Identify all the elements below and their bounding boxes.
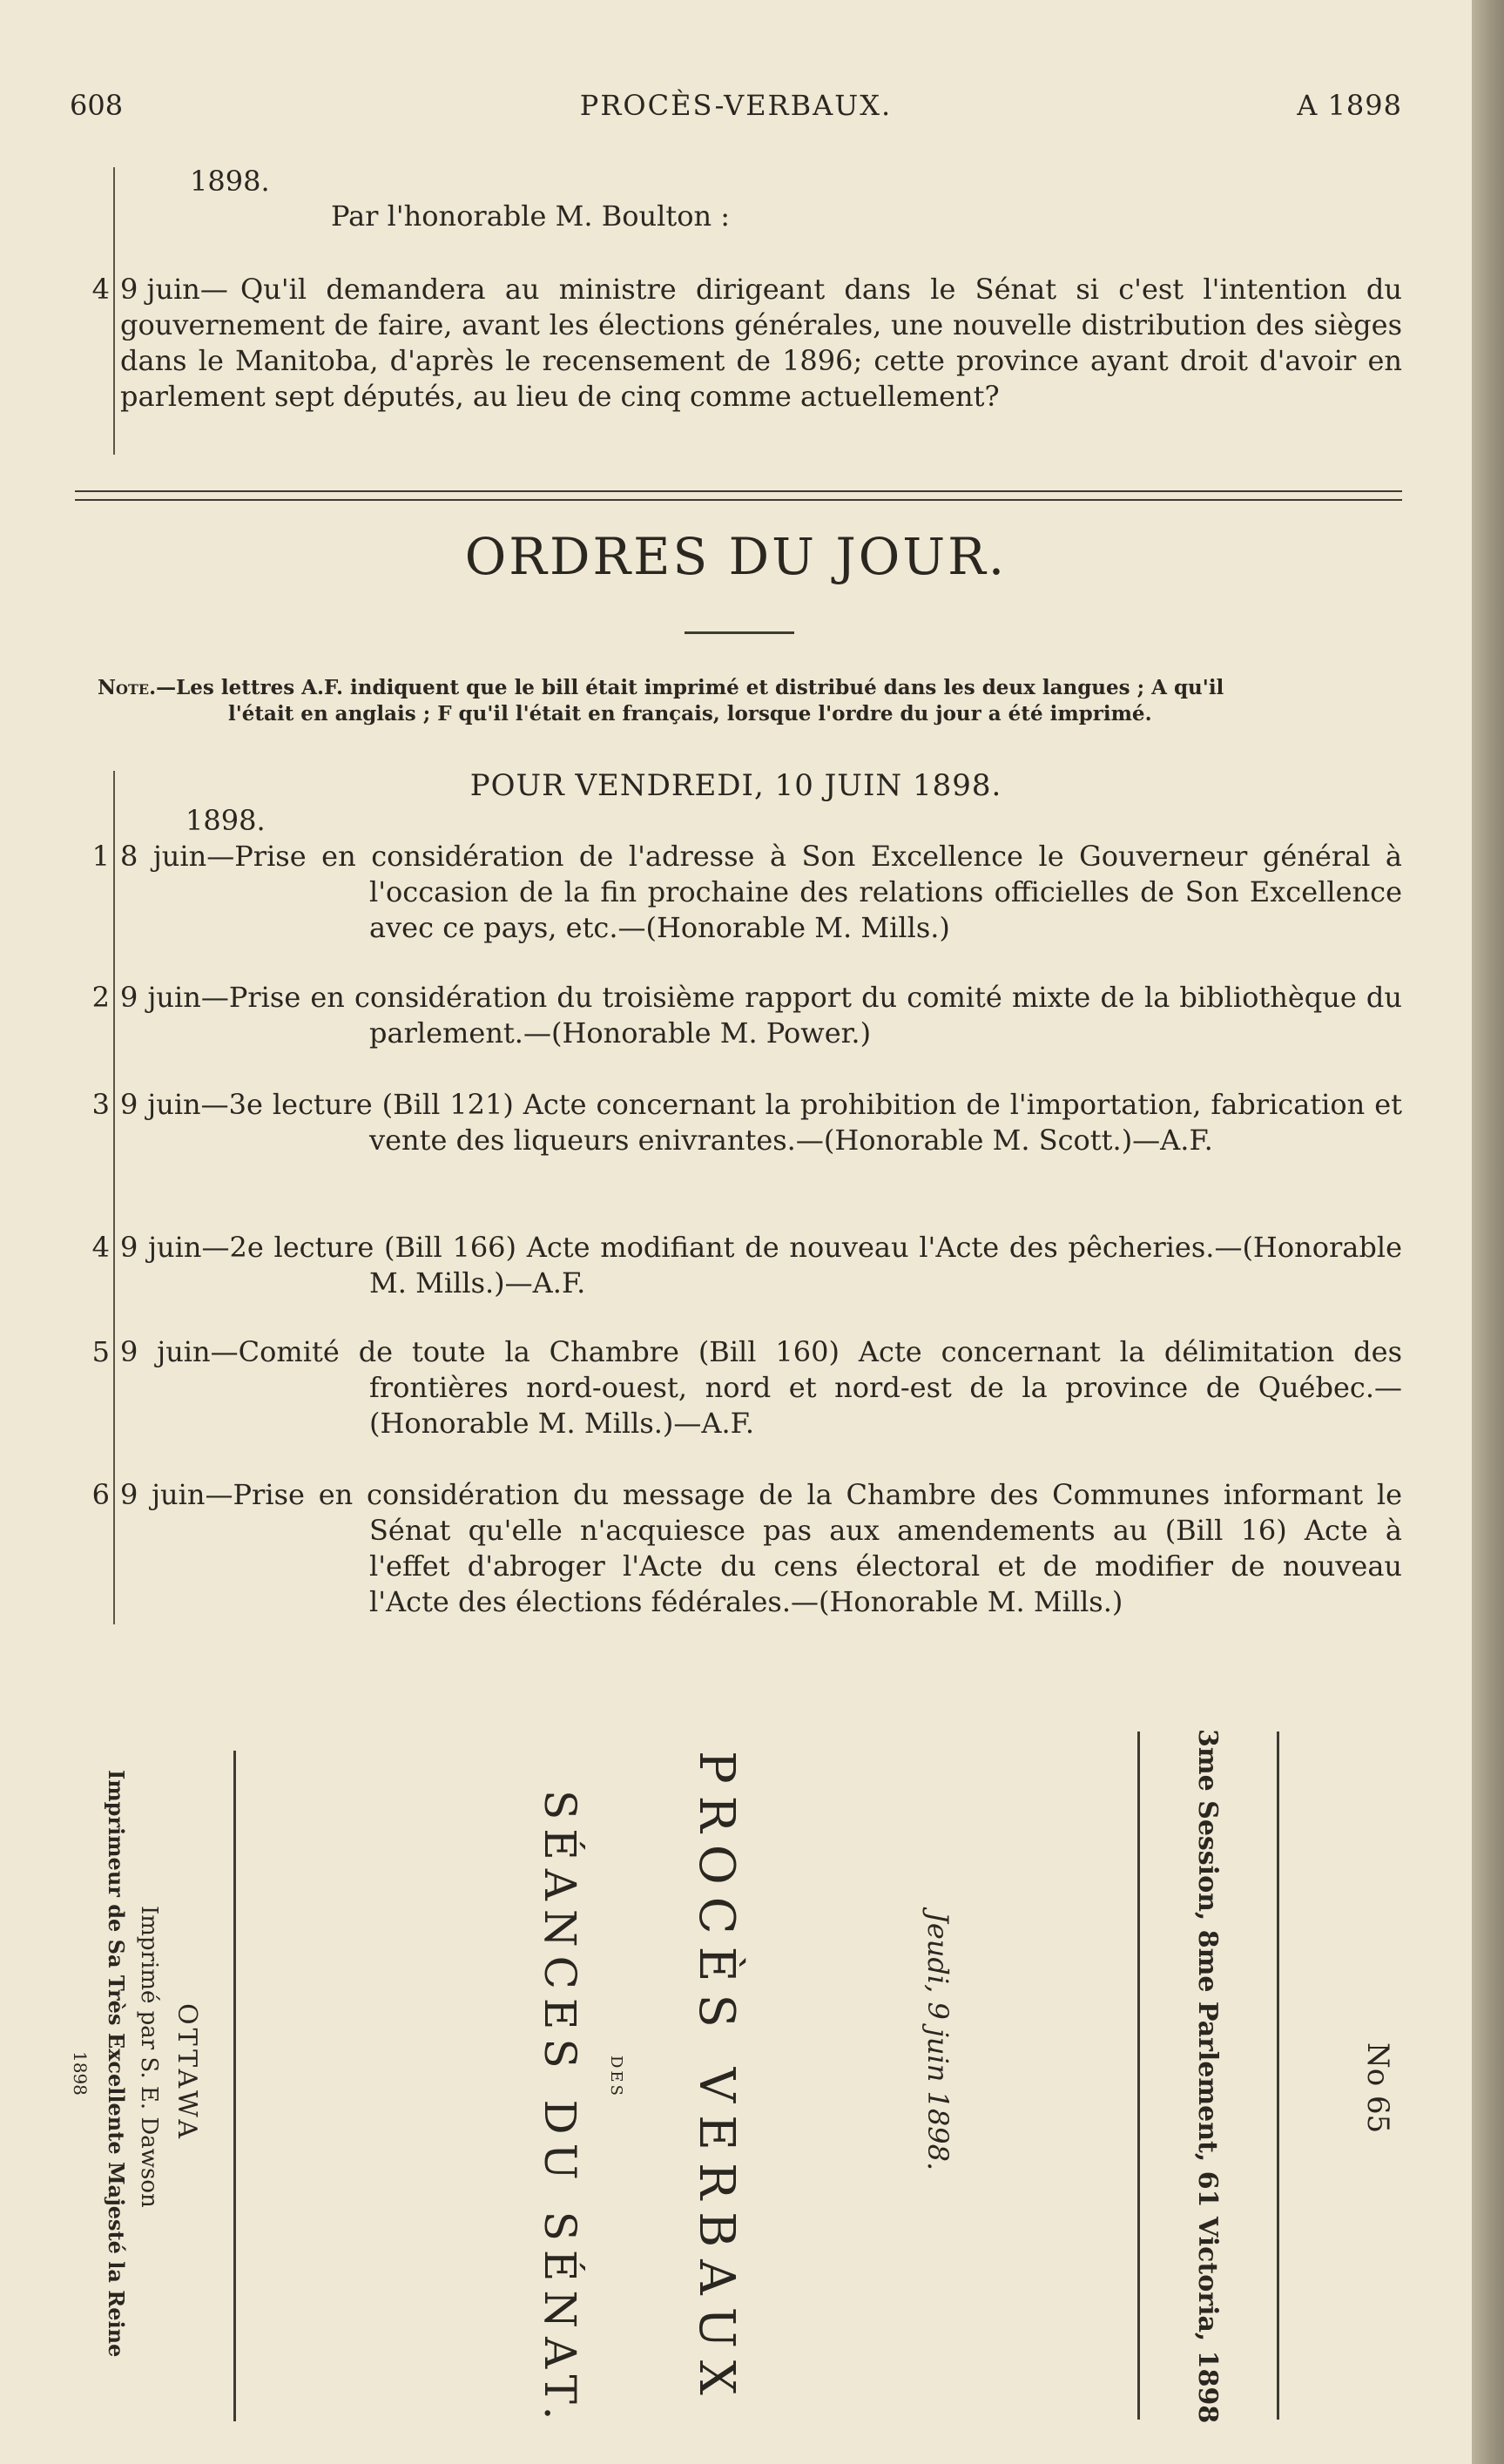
- note-label: Note.: [98, 676, 157, 699]
- order-number: 6: [91, 1478, 110, 1511]
- cover-city: OTTAWA: [172, 2003, 202, 2142]
- header-year: A 1898: [1297, 89, 1402, 122]
- order-text: [120, 980, 1402, 1051]
- order-text: [120, 1230, 1402, 1301]
- cover-printer-year: 1898: [70, 2051, 91, 2096]
- cover-title-des: DES: [607, 2056, 625, 2098]
- orders-margin-rule: [113, 771, 115, 1624]
- orders-note: [98, 675, 1404, 727]
- order-text: [120, 839, 1402, 946]
- order-date: 9 juin—: [120, 981, 229, 1014]
- order-number: 3: [91, 1088, 110, 1121]
- motion-text: [120, 272, 1402, 415]
- cover-rule-2: [1137, 1732, 1140, 2420]
- order-date: 9 juin—: [120, 1088, 229, 1121]
- order-text-content: Prise en considération de l'adresse à Son Excellence le Gouverneur général à l'occasion de la fin prochaine des relations officielles de Son Excellence avec ce pays, etc.—(Honorable M. Mills.): [234, 840, 1402, 944]
- order-text: [120, 1477, 1402, 1620]
- order-text: [120, 1334, 1402, 1441]
- order-text: [120, 1087, 1402, 1158]
- double-rule-top: [75, 490, 1402, 492]
- order-date: 9 juin—: [120, 1231, 230, 1264]
- page-number: 608: [70, 89, 124, 122]
- cover-rule-1: [1277, 1732, 1279, 2420]
- running-head: [70, 89, 1402, 132]
- order-date: 9 juin—: [120, 1335, 239, 1368]
- section-heading: POUR VENDREDI, 10 JUIN 1898.: [469, 768, 1002, 803]
- cover-session: 3me Session, 8me Parlement, 61 Victoria, 1898: [1192, 1729, 1223, 2424]
- cover-printer-line-2: Imprimeur de Sa Très Excellente Majesté la Reine: [104, 1770, 129, 2358]
- cover-title-main: PROCÈS VERBAUX: [688, 1751, 745, 2407]
- order-text-content: Prise en considération du troisième rapport du comité mixte de la bibliothèque du parlement.—(Honorable M. Power.): [228, 981, 1403, 1050]
- order-date: 9 juin—: [120, 1478, 233, 1511]
- order-date: 8 juin—: [120, 840, 235, 873]
- motion-text-content: Qu'il demandera au ministre dirigeant dans le Sénat si c'est l'intention du gouvernement de faire, avant les élections générales, une nouvelle distribution des sièges dans le Manitoba, d'après le recensement de 1896; cette province ayant droit d'avoir en parlement sept députés, au lieu de cinq comme actuellement?: [120, 273, 1402, 413]
- cover-rule-3: [233, 1751, 236, 2421]
- running-title: PROCÈS-VERBAUX.: [579, 89, 893, 122]
- order-number: 2: [91, 981, 110, 1014]
- cover-date: Jeudi, 9 juin 1898.: [921, 1912, 954, 2171]
- orders-title: ORDRES DU JOUR.: [464, 527, 1008, 586]
- order-number: 5: [91, 1335, 110, 1368]
- cover-issue-number: No 65: [1360, 2042, 1395, 2134]
- cover-title-sub: SÉANCES DU SÉNAT.: [535, 1790, 585, 2429]
- order-text-content: 2e lecture (Bill 166) Acte modifiant de nouveau l'Acte des pêcheries.—(Honorable M. Mills.)—A.F.: [229, 1231, 1403, 1300]
- title-rule: [685, 631, 794, 634]
- motion-date: 9 juin—: [120, 273, 228, 306]
- order-text-content: Prise en considération du message de la Chambre des Communes informant le Sénat qu'elle n'acquiesce pas aux amendements au (Bill 16) Acte à l'effet d'abroger l'Acte du cens électoral et de modifier de nouveau l'Acte des élections fédérales.—(Honorable M. Mills.): [233, 1478, 1403, 1618]
- motion-year: 1898.: [190, 165, 270, 198]
- binding-spine: [1472, 0, 1504, 2464]
- double-rule-bottom: [75, 499, 1402, 501]
- note-line-2: l'était en anglais ; F qu'il l'était en français, lorsque l'ordre du jour a été imprimé.: [228, 702, 1152, 726]
- order-text-content: 3e lecture (Bill 121) Acte concernant la prohibition de l'importation, fabrication et vente des liqueurs enivrantes.—(Honorable M. Scott.)—A.F.: [228, 1088, 1403, 1157]
- order-number: 4: [91, 1231, 110, 1264]
- motion-mover: Par l'honorable M. Boulton :: [331, 199, 731, 233]
- note-line-1: —Les lettres A.F. indiquent que le bill était imprimé et distribué dans les deux langues ; A qu'il: [156, 676, 1224, 699]
- motion-number: 4: [91, 273, 110, 306]
- cover-printer-line-1: Imprimé par S. E. Dawson: [136, 1906, 162, 2208]
- order-number: 1: [91, 840, 110, 873]
- margin-rule: [113, 167, 115, 455]
- order-text-content: Comité de toute la Chambre (Bill 160) Acte concernant la délimitation des frontières nord-ouest, nord et nord-est de la province de Québec.—(Honorable M. Mills.)—A.F.: [238, 1335, 1403, 1440]
- orders-year: 1898.: [185, 804, 266, 837]
